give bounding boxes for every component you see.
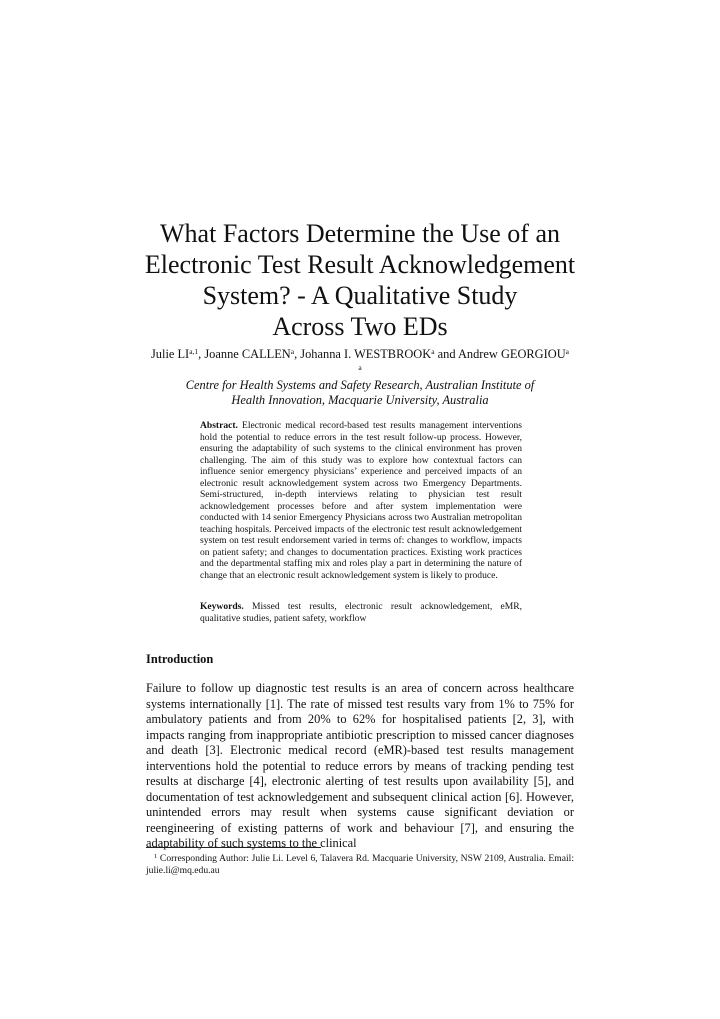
- footnote: [146, 853, 574, 877]
- affiliation-mark: a: [358, 363, 362, 372]
- author-name: Joanne CALLEN: [204, 347, 291, 361]
- affiliation-text: Centre for Health Systems and Safety Research, Australian Institute of: [185, 378, 535, 392]
- author-affiliation-mark: a: [290, 347, 295, 356]
- abstract: [200, 420, 522, 581]
- footnote-text: Corresponding Author: Julie Li. Level 6, Talavera Rd. Macquarie University, NSW 2109, Australia. Email: julie.li@mq.edu.au: [146, 853, 574, 876]
- abstract-text: Electronic medical record-based test results management interventions hold the potential to reduce errors in the test result follow-up process. However, ensuring the adaptability of such systems to the clinical environment has proven challenging. The aim of this study was to explore how contextual factors can influence senior emergency physicians’ experience and perceived impacts of an electronic result acknowledgement system across two Emergency Departments. Semi-structured, in-depth interviews relating to physician test result acknowledgement processes before and after system implementation were conducted with 14 senior Emergency Physicians across two Australian metropolitan teaching hospitals. Perceived impacts of the electronic test result acknowledgement system on test result endorsement varied in terms of: changes to workflow, impacts on patient safety; and changes to documentation practices. Existing work practices and the departmental staffing mix and roles play a part in determining the nature of change that an electronic result acknowledgement system is likely to produce.: [200, 420, 522, 581]
- title-line: System? - A Qualitative Study: [202, 281, 518, 310]
- author-name: Julie LI: [150, 347, 190, 361]
- affiliation: [160, 363, 560, 408]
- keywords-text: Missed test results, electronic result acknowledgement, eMR, qualitative studies, patient safety, workflow: [200, 601, 522, 624]
- introduction-paragraph: Failure to follow up diagnostic test results is an area of concern across healthcare systems internationally [1]. The rate of missed test results vary from 1% to 75% for ambulatory patients and from 20% to 62% for hospitalised patients [2, 3], with impacts ranging from inappropriate antibiotic prescription to missed cancer diagnoses and death [3]. Electronic medical record (eMR)-based test results management interventions hold the potential to reduce errors by means of tracking pending test results at discharge [4], electronic alerting of test results upon availability [5], and documentation of test acknowledgement and subsequent clinical action [6]. However, unintended errors may result when systems cause significant deviation or reengineering of existing patterns of work and behaviour [7], and ensuring the adaptability of such systems to the clinical: [146, 681, 574, 850]
- author-affiliation-mark: a: [565, 347, 569, 356]
- section-heading-introduction: Introduction: [146, 652, 214, 666]
- footnote-mark: 1: [154, 853, 158, 860]
- author-separator: ,: [294, 347, 301, 361]
- title-line: Across Two EDs: [272, 312, 448, 341]
- author-list: [100, 347, 620, 362]
- keywords-label: Keywords.: [200, 601, 244, 612]
- author-separator: ,: [198, 347, 205, 361]
- title-line: Electronic Test Result Acknowledgement: [144, 250, 576, 279]
- footnote-divider: [146, 847, 321, 848]
- author-name: Andrew GEORGIOU: [457, 347, 566, 361]
- author-separator: and: [434, 347, 458, 361]
- author-affiliation-mark: a,1: [189, 347, 199, 356]
- author-affiliation-mark: a: [431, 347, 435, 356]
- keywords: [200, 601, 522, 624]
- paper-title: [120, 218, 600, 342]
- abstract-label: Abstract.: [200, 420, 238, 431]
- affiliation-line: [160, 363, 560, 393]
- title-line: What Factors Determine the Use of an: [160, 219, 560, 248]
- affiliation-line: Health Innovation, Macquarie University, Australia: [231, 393, 489, 407]
- author-name: Johanna I. WESTBROOK: [300, 347, 432, 361]
